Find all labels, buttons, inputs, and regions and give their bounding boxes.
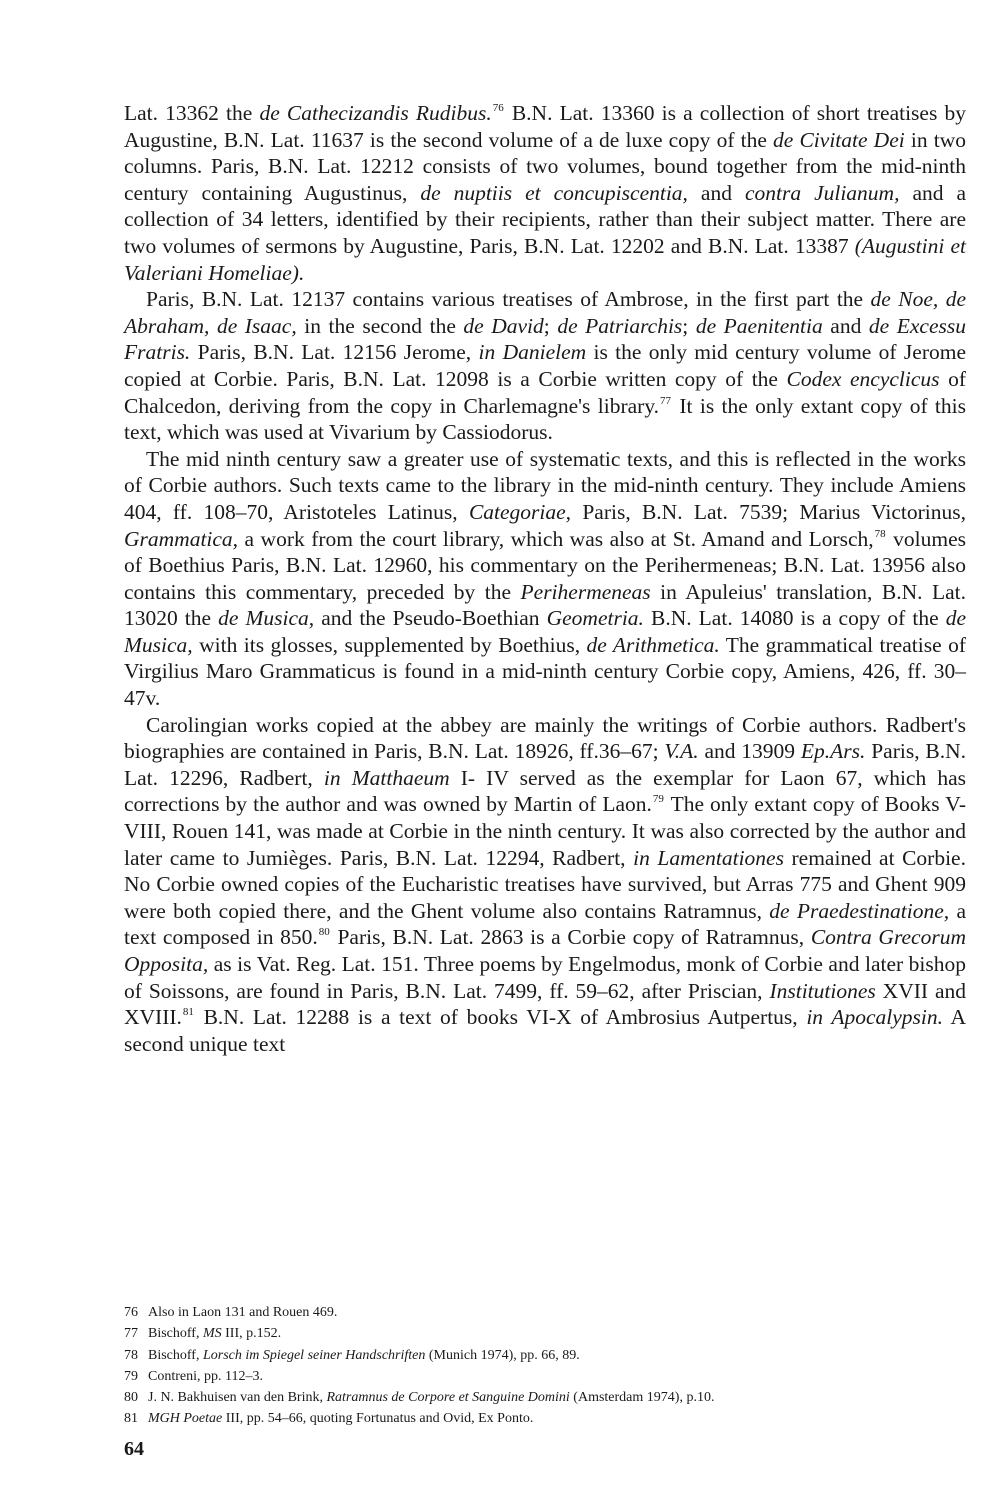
italic-title: de Cathecizandis Rudibus. [259,101,492,125]
italic-title: de Musica, [218,606,315,631]
italic-title: Ratramnus de Corpore et Sanguine Domini [326,1390,570,1406]
footnote-number: 76 [124,1305,138,1320]
italic-title: in Apocalypsin. [806,1005,943,1030]
footnote-marker: 81 [182,1006,194,1019]
footnote-text: Bischoff, Lorsch im Spiegel seiner Handschriften (Munich 1974), pp. 66, 89. [148,1347,580,1363]
footnote [124,1345,966,1366]
italic-title: Contra Grecorum Opposita, [124,925,966,976]
paragraph: Lat. 13362 the de Cathecizandis Rudibus.$^{76}$ B.N. Lat. 13360 is a collection of short treatises by Augustine, B.N. Lat. 11637 is the second volume of a de luxe copy of the de Civitate Dei in two columns. Paris, B.N. Lat. 12212 consists of two volumes, bound together from the mid-ninth century containing Augustinus, de nuptiis et concupiscentia, and contra Julianum, and a collection of 34 letters, identified by their recipients, rather than their subject matter. There are two volumes of sermons by Augustine, Paris, B.N. Lat. 12202 and B.N. Lat. 13387 (Augustini et Valeriani Homeliae). [124,101,967,285]
footnote-text: Bischoff, MS III, p.152. [148,1326,282,1342]
footnote-number: 80 [124,1390,138,1406]
italic-title: de Praedestinatione, [769,898,950,923]
italic-title: in Lamentationes [633,845,784,870]
footnote-text: Contreni, pp. 112–3. [148,1368,263,1384]
italic-title: V.A. [664,739,699,764]
paragraph: The mid ninth century saw a greater use of systematic texts, and this is reflected in the works of Corbie authors. Such texts came to the library in the mid-ninth century. They include Amiens 404, ff. 108–70, Aristoteles Latinus, Categoriae, Paris, B.N. Lat. 7539; Marius Victorinus, Grammatica, a work from the court library, which was also at St. Amand and Lorsch,$^{78}$ volumes of Boethius Paris, B.N. Lat. 12960, his commentary on the Perihermeneas; B.N. Lat. 13956 also contains this commentary, preceded by the Perihermeneas in Apuleius' translation, B.N. Lat. 13020 the de Musica, and the Pseudo-Boethian Geometria. B.N. Lat. 14080 is a copy of the de Musica, with its glosses, supplemented by Boethius, de Arithmetica. The grammatical treatise of Virgilius Maro Grammaticus is found in a mid-ninth century Corbie copy, Amiens, 426, ff. 30–47v. [124,446,966,711]
italic-title: Institutiones [769,978,876,1003]
italic-title: de Musica, [124,606,966,657]
footnote-text: Also in Laon 131 and Rouen 469. [148,1305,338,1320]
footnote-marker: 79 [652,793,664,806]
italic-title: de Civitate Dei [773,127,905,152]
italic-title: Perihermeneas [520,579,651,604]
footnote-number: 79 [124,1368,138,1384]
italic-title: de nuptiis et concupiscentia, [420,180,688,205]
body-text [124,100,966,1057]
italic-title: Codex encyclicus [786,366,940,391]
paragraph: Carolingian works copied at the abbey are mainly the writings of Corbie authors. Radbert's biographies are contained in Paris, B.N. Lat. 18926, ff.36–67; V.A. and 13909 Ep.Ars. Paris, B.N. Lat. 12296, Radbert, in Matthaeum I- IV served as the exemplar for Laon 67, which has corrections by the author and was owned by Martin of Laon.$^{79}$ The only extant copy of Books V-VIII, Rouen 141, was made at Corbie in the ninth century. It was also corrected by the author and later came to Jumièges. Paris, B.N. Lat. 12294, Radbert, in Lamentationes remained at Corbie. No Corbie owned copies of the Eucharistic treatises have survived, but Arras 775 and Ghent 909 were both copied there, and the Ghent volume also contains Ratramnus, de Praedestinatione, a text composed in 850.80 Paris, B.N. Lat. 2863 is a Corbie copy of Ratramnus, Contra Grecorum Opposita, as is Vat. Reg. Lat. 151. Three poems by Engelmodus, monk of Corbie and later bishop of Soissons, are found in Paris, B.N. Lat. 7499, ff. 59–62, after Priscian, Institutiones XVII and XVIII.$^{81}$ B.N. Lat. 12288 is a text of books VI-X of Ambrosius Autpertus, in Apocalypsin. A second unique text [124,712,967,1056]
italic-title: MGH Poetae [148,1411,223,1427]
italic-title: Categoriae, [468,499,572,524]
footnote-number: 78 [124,1347,138,1363]
italic-title: Ep.Ars. [800,739,866,764]
page-number: 64 [124,1438,144,1460]
italic-title: de David [463,313,544,338]
italic-title: de Arithmetica. [586,632,720,657]
italic-title: contra Julianum, [744,180,900,205]
footnotes [124,1302,966,1430]
italic-title: de Patriarchis [557,313,683,338]
italic-title: de Noe, de Abraham, de Isaac, [124,287,967,338]
footnote-number: 81 [124,1411,138,1427]
footnote [124,1387,966,1408]
footnote [124,1302,966,1323]
footnote-marker: 77 [660,394,672,407]
footnote [124,1408,966,1429]
italic-title: in Matthaeum [323,765,450,790]
italic-title: (Augustini et Valeriani Homeliae). [124,233,966,285]
italic-title: de Paenitentia [695,313,823,338]
italic-title: Lorsch im Spiegel seiner Handschriften [202,1347,426,1363]
footnote-marker: 78 [874,527,886,540]
italic-title: Grammatica, [124,526,239,551]
footnote-marker: 80 [318,926,330,939]
footnote-text: J. N. Bakhuisen van den Brink, Ratramnus de Corpore et Sanguine Domini (Amsterdam 1974), p.10. [148,1390,715,1406]
footnote [124,1323,966,1344]
footnote [124,1366,966,1387]
footnote-number: 77 [124,1326,138,1342]
paragraph: Paris, B.N. Lat. 12137 contains various treatises of Ambrose, in the first part the de Noe, de Abraham, de Isaac, in the second the de David; de Patriarchis; de Paenitentia and de Excessu Fratris. Paris, B.N. Lat. 12156 Jerome, in Danielem is the only mid century volume of Jerome copied at Corbie. Paris, B.N. Lat. 12098 is a Corbie written copy of the Codex encyclicus of Chalcedon, deriving from the copy in Charlemagne's library.$^{77}$ It is the only extant copy of this text, which was used at Vivarium by Cassiodorus. [124,287,967,445]
footnote-marker: 76 [492,102,504,114]
italic-title: Geometria. [546,606,644,631]
italic-title: MS [202,1326,222,1342]
italic-title: in Danielem [478,340,587,365]
italic-title: de Excessu Fratris. [124,313,966,365]
footnote-text: MGH Poetae III, pp. 54–66, quoting Fortunatus and Ovid, Ex Ponto. [148,1411,534,1427]
